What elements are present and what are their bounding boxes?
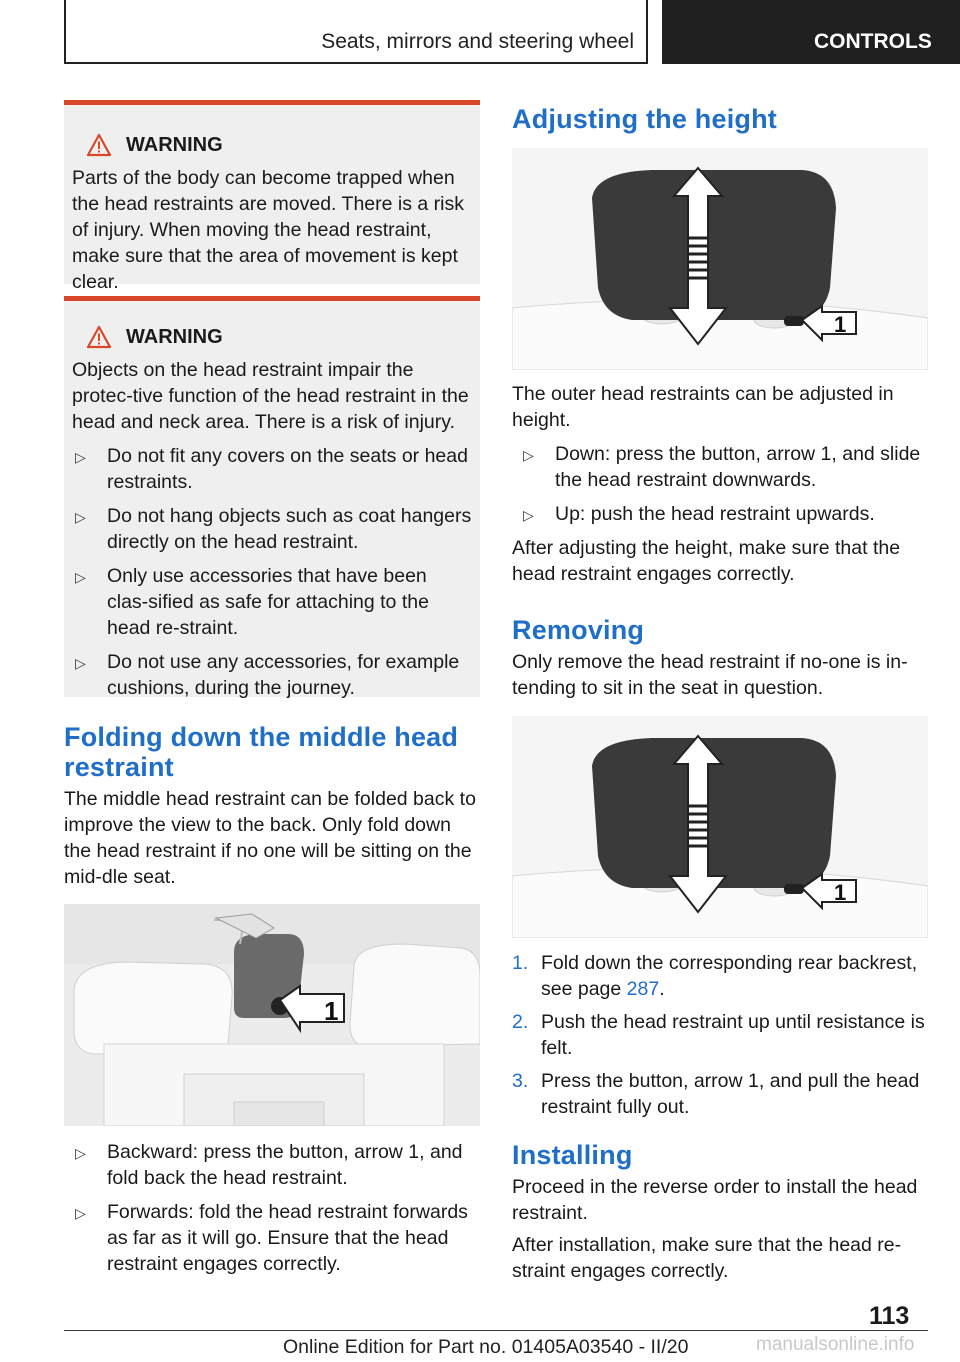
head-restraint-removal-figure (512, 716, 928, 938)
list-item: 2. Push the head restraint up until resistance is felt. (512, 1011, 925, 1059)
triangle-bullet-icon: ▷ (75, 655, 86, 671)
section-title: Seats, mirrors and steering wheel (321, 30, 634, 53)
warning-text: Objects on the head restraint impair the protec-tive function of the head restraint in the head and neck area. There is a risk of injury. (72, 359, 469, 433)
watermark: manualsonline.info (756, 1334, 915, 1355)
removing-section (512, 615, 928, 701)
list-item: 3. Press the button, arrow 1, and pull the head restraint fully out. (512, 1070, 920, 1118)
figure-callout-label: 1 (834, 880, 847, 905)
step-number: 2. (512, 1011, 529, 1033)
warning-text: Parts of the body can become trapped when the head restraints are moved. There is a risk of injury. When moving the head restraint, make sure that the area of movement is kept clear. (72, 167, 464, 293)
list-item: ▷ Backward: press the button, arrow 1, and fold back the head restraint. (75, 1141, 463, 1189)
head-restraint-height-figure (512, 148, 928, 370)
section-text: Only remove the head restraint if no-one is in-tending to sit in the seat in question. (512, 651, 908, 699)
warning-bullet-list (64, 443, 472, 701)
triangle-bullet-icon: ▷ (75, 569, 86, 585)
section-heading: Removing (512, 615, 645, 645)
folding-section (64, 722, 480, 890)
section-heading: Installing (512, 1140, 633, 1170)
figure-callout-label: 1 (324, 996, 339, 1026)
chapter-tab (662, 0, 960, 64)
footer-divider (64, 1330, 928, 1331)
warning-title: WARNING (126, 133, 223, 156)
section-text: The outer head restraints can be adjusted in height. (512, 383, 894, 431)
triangle-bullet-icon: ▷ (75, 449, 86, 465)
list-item: ▷ Do not use any accessories, for example cushions, during the journey. (75, 651, 460, 699)
height-bullet-list (512, 441, 928, 527)
list-item: ▷ Forwards: fold the head restraint forwards as far as it will go. Ensure that the head restraint engages correctly. (75, 1201, 468, 1275)
warning-box-2 (64, 296, 480, 697)
page-link[interactable]: 287 (626, 978, 660, 1000)
list-item: ▷ Do not hang objects such as coat hangers directly on the head restraint. (75, 505, 472, 553)
section-text: The middle head restraint can be folded back to improve the view to the back. Only fold down the head restraint if no one will be sitting on the mid-dle seat. (64, 788, 476, 888)
section-heading: Adjusting the height (512, 104, 777, 134)
list-item: ▷ Do not fit any covers on the seats or head restraints. (75, 445, 468, 493)
running-header (64, 0, 648, 64)
list-item: 1. Fold down the corresponding rear backrest, see page 287. (512, 952, 918, 1000)
figure-callout-label: 1 (834, 312, 847, 337)
warning-triangle-icon (86, 133, 112, 157)
triangle-bullet-icon: ▷ (75, 509, 86, 525)
warning-title: WARNING (126, 325, 223, 348)
warning-box-1 (64, 100, 480, 293)
step-number: 3. (512, 1070, 529, 1092)
list-item: ▷ Down: press the button, arrow 1, and slide the head restraint downwards. (523, 443, 921, 491)
folding-bullet-list (64, 1139, 480, 1285)
chapter-title: CONTROLS (814, 30, 932, 53)
page-number: 113 (869, 1302, 910, 1330)
installing-section (512, 1140, 928, 1284)
removing-steps (512, 950, 928, 1127)
section-text: After installation, make sure that the head re-straint engages correctly. (512, 1234, 902, 1282)
section-heading: Folding down the middle head restraint (64, 722, 459, 782)
middle-head-restraint-figure (64, 904, 480, 1126)
step-number: 1. (512, 952, 529, 974)
list-item: ▷ Only use accessories that have been clas-sified as safe for attaching to the head re-straint. (75, 565, 429, 639)
height-section (512, 381, 928, 587)
section-text: Proceed in the reverse order to install the head restraint. (512, 1176, 918, 1224)
warning-triangle-icon (86, 325, 112, 349)
list-item: ▷ Up: push the head restraint upwards. (512, 501, 928, 527)
triangle-bullet-icon: ▷ (523, 507, 534, 523)
triangle-bullet-icon: ▷ (523, 447, 534, 463)
section-text: After adjusting the height, make sure that the head restraint engages correctly. (512, 537, 901, 585)
triangle-bullet-icon: ▷ (75, 1145, 86, 1161)
triangle-bullet-icon: ▷ (75, 1205, 86, 1221)
edition-text: Online Edition for Part no. 01405A03540 - II/20 (283, 1336, 689, 1358)
